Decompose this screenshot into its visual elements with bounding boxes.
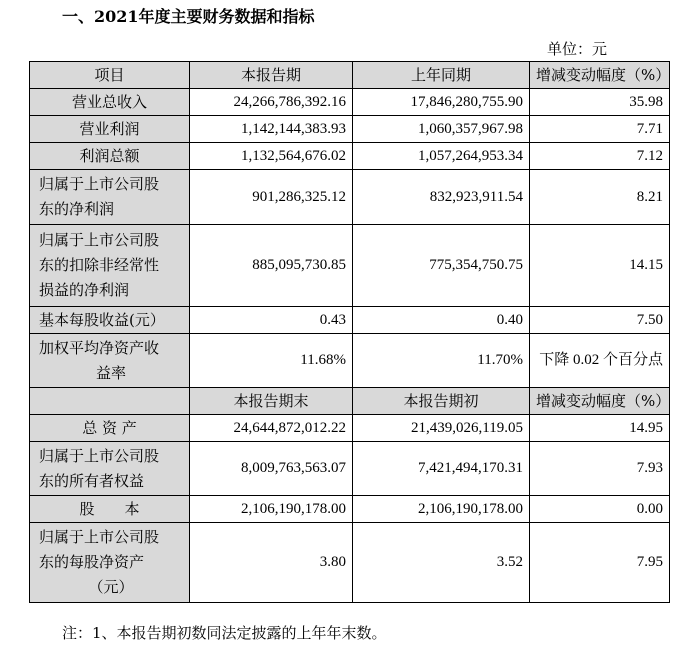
- current-value: 0.43: [190, 307, 353, 334]
- prior-value: 17,846,280,755.90: [353, 89, 530, 116]
- table-header-row: [30, 62, 670, 89]
- table-row: [30, 116, 670, 143]
- change-value: 下降 0.02 个百分点: [530, 334, 670, 388]
- current-value: 1,132,564,676.02: [190, 143, 353, 170]
- row-label-line: 归属于上市公司股: [39, 446, 160, 465]
- current-value: 2,106,190,178.00: [190, 496, 353, 523]
- table-row: [30, 307, 670, 334]
- current-value: 1,142,144,383.93: [190, 116, 353, 143]
- header-current-period: 本报告期: [190, 62, 353, 89]
- row-label: [30, 523, 190, 603]
- prior-value: 2,106,190,178.00: [353, 496, 530, 523]
- row-label: 基本每股收益(元）: [30, 307, 190, 334]
- row-label-line: 归属于上市公司股: [39, 231, 160, 249]
- row-label-line: 东的扣除非经常性: [39, 256, 160, 274]
- prior-value: 11.70%: [353, 334, 530, 388]
- current-value: 24,644,872,012.22: [190, 415, 353, 442]
- subheader-change-pct: 增减变动幅度（%）: [530, 388, 670, 415]
- row-label-line: 益率: [95, 363, 126, 382]
- table-row: [30, 225, 670, 307]
- current-value: 8,009,763,563.07: [190, 442, 353, 496]
- header-change-pct: 增减变动幅度（%）: [530, 62, 670, 89]
- table-row: [30, 334, 670, 388]
- subheader-period-start: 本报告期初: [353, 388, 530, 415]
- change-value: 14.95: [530, 415, 670, 442]
- row-label-line: 归属于上市公司股: [39, 175, 160, 193]
- table-subheader-row: [30, 388, 670, 415]
- row-label-line: 东的所有者权益: [39, 471, 145, 490]
- row-label: 总 资 产: [30, 415, 190, 442]
- current-value: 3.80: [190, 523, 353, 603]
- row-label-line: 东的每股净资产: [39, 553, 145, 571]
- prior-value: 775,354,750.75: [353, 225, 530, 307]
- change-value: 7.93: [530, 442, 670, 496]
- row-label: 股 本: [30, 496, 190, 523]
- subheader-item: [30, 388, 190, 415]
- change-value: 7.71: [530, 116, 670, 143]
- table-row: [30, 89, 670, 116]
- current-value: 885,095,730.85: [190, 225, 353, 307]
- change-value: 14.15: [530, 225, 670, 307]
- section-heading: 一、2021年度主要财务数据和指标: [62, 7, 315, 26]
- current-value: 11.68%: [190, 334, 353, 388]
- footnote: 注：1、本报告期初数同法定披露的上年年末数。: [62, 624, 387, 642]
- prior-value: 1,060,357,967.98: [353, 116, 530, 143]
- row-label: [30, 442, 190, 496]
- row-label: [30, 334, 190, 388]
- change-value: 7.12: [530, 143, 670, 170]
- current-value: 901,286,325.12: [190, 170, 353, 225]
- table-row: [30, 170, 670, 225]
- table-row: [30, 415, 670, 442]
- change-value: 0.00: [530, 496, 670, 523]
- subheader-period-end: 本报告期末: [190, 388, 353, 415]
- table-row: [30, 496, 670, 523]
- row-label: 利润总额: [30, 143, 190, 170]
- unit-label: 单位：元: [546, 40, 607, 58]
- prior-value: 0.40: [353, 307, 530, 334]
- prior-value: 1,057,264,953.34: [353, 143, 530, 170]
- prior-value: 7,421,494,170.31: [353, 442, 530, 496]
- change-value: 7.95: [530, 523, 670, 603]
- row-label: 营业利润: [30, 116, 190, 143]
- current-value: 24,266,786,392.16: [190, 89, 353, 116]
- table-row: [30, 523, 670, 603]
- header-item: 项目: [30, 62, 190, 89]
- change-value: 7.50: [530, 307, 670, 334]
- change-value: 35.98: [530, 89, 670, 116]
- row-label-line: 东的净利润: [39, 200, 115, 218]
- header-prior-period: 上年同期: [353, 62, 530, 89]
- prior-value: 3.52: [353, 523, 530, 603]
- row-label-line: 归属于上市公司股: [39, 528, 160, 546]
- table-row: [30, 143, 670, 170]
- row-label: [30, 170, 190, 225]
- row-label-line: 损益的净利润: [39, 281, 130, 299]
- row-label: 营业总收入: [30, 89, 190, 116]
- financial-data-table: [29, 61, 670, 603]
- prior-value: 21,439,026,119.05: [353, 415, 530, 442]
- table-row: [30, 442, 670, 496]
- change-value: 8.21: [530, 170, 670, 225]
- prior-value: 832,923,911.54: [353, 170, 530, 225]
- row-label-line: 加权平均净资产收: [39, 338, 160, 357]
- row-label: [30, 225, 190, 307]
- row-label-line: （元）: [88, 578, 134, 596]
